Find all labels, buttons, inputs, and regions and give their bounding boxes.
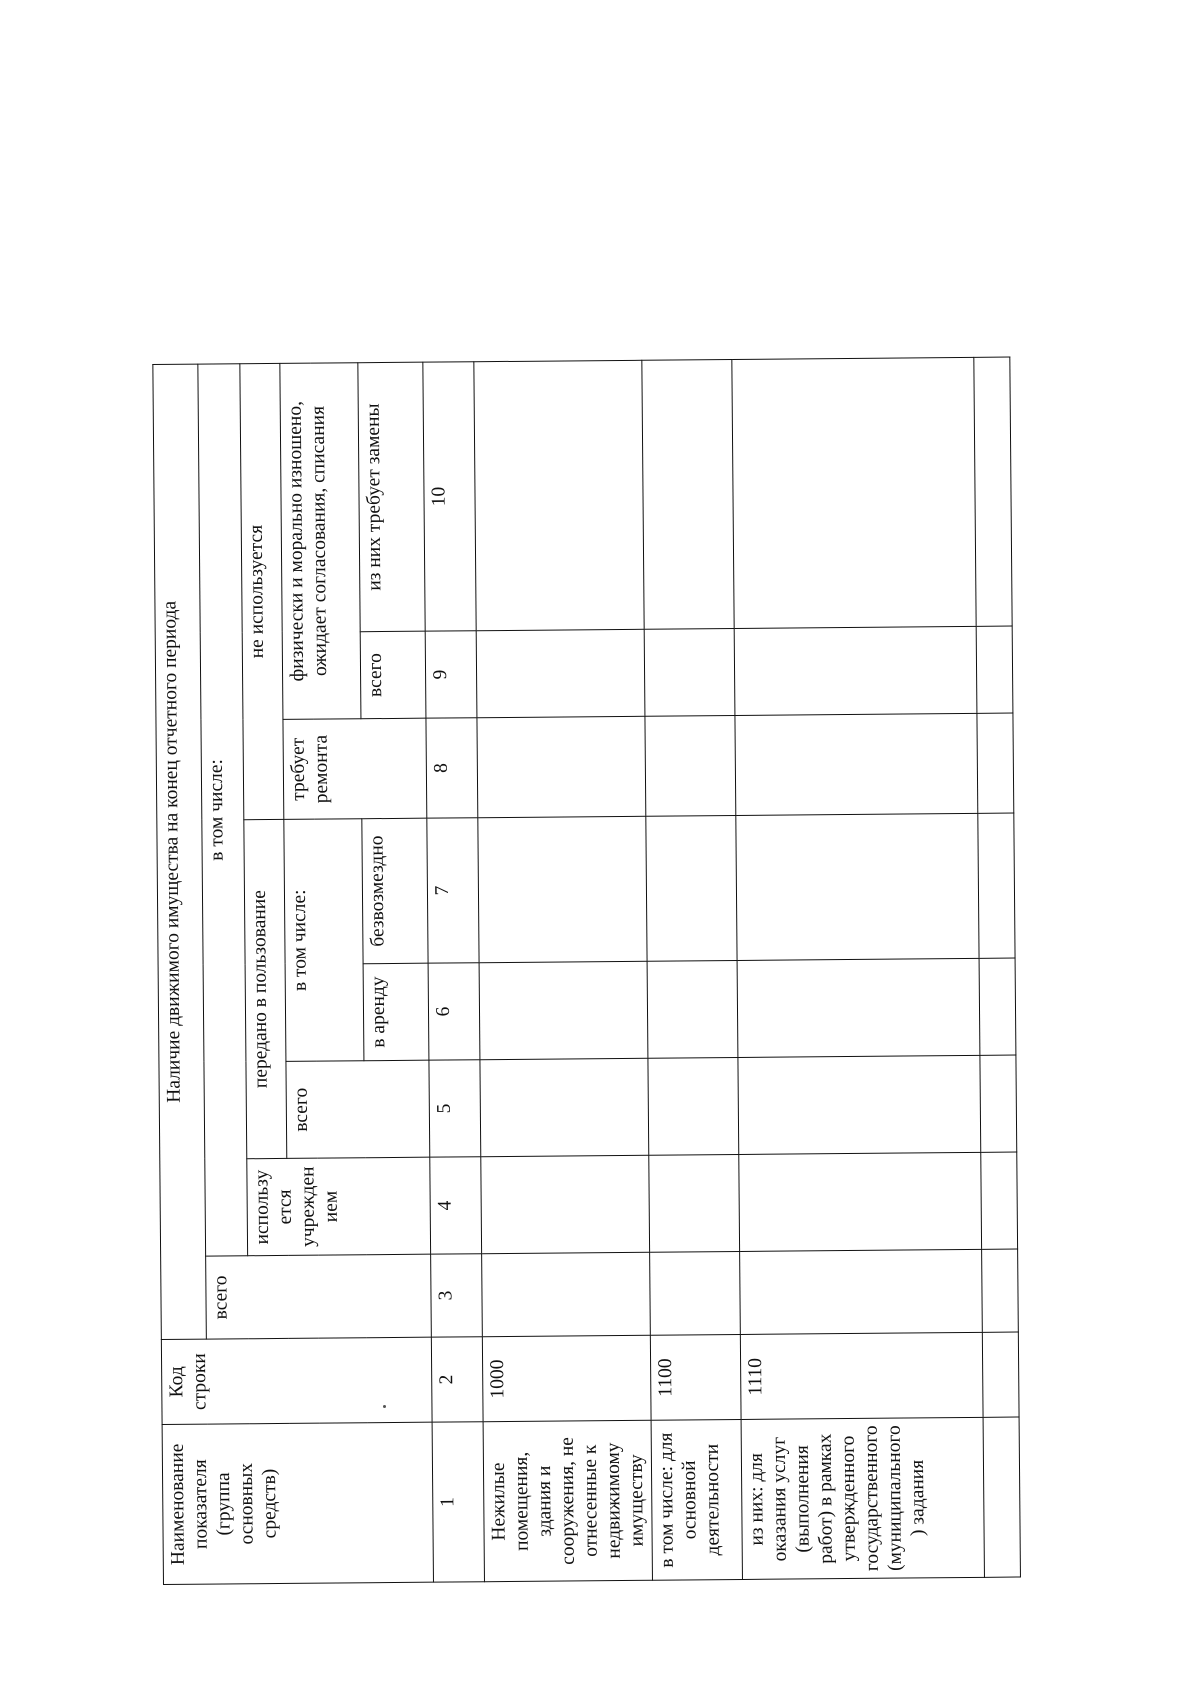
data-cell: [645, 715, 736, 816]
header-free: безвозмездно: [362, 818, 428, 964]
data-cell: [648, 1057, 739, 1155]
col-number: 5: [429, 1060, 481, 1157]
header-total: всего: [206, 1254, 432, 1339]
data-cell: [737, 958, 980, 1057]
data-cell: [981, 1152, 1018, 1249]
data-cell: [481, 1155, 650, 1253]
data-cell: [736, 813, 979, 960]
row-name: в том числе: для основной деятельности: [651, 1419, 742, 1580]
header-code-col: Код строки: [161, 1337, 432, 1424]
col-number: 9: [425, 631, 477, 718]
col-number: 6: [428, 963, 480, 1060]
row-name: Нежилые помещения, здания и сооружения, не отнесенные к недвижимому имуществу: [483, 1420, 652, 1581]
rotated-table-wrapper: [152, 357, 1083, 1585]
header-name-col: Наименование показателя (группа основных средств): [162, 1422, 433, 1584]
data-cell: [474, 360, 644, 631]
data-cell: [979, 958, 1016, 1055]
data-cell: [740, 1249, 983, 1334]
data-cell: [646, 815, 737, 961]
header-transferred: передано в пользование: [244, 819, 287, 1158]
row-name: из них: для оказания услуг (выполнения работ) в рамках утвержденного государственного (муниципального ) задания: [741, 1417, 984, 1579]
data-cell: [649, 1154, 740, 1252]
data-cell: [732, 357, 976, 628]
data-cell: [642, 359, 734, 629]
data-cell: [980, 1055, 1017, 1152]
header-worn-replace: из них требует замены: [358, 362, 425, 632]
data-cell: [482, 1252, 651, 1336]
row-code: 1100: [650, 1334, 741, 1420]
data-cell: [735, 713, 978, 815]
data-cell: [650, 1251, 741, 1335]
data-cell: [978, 813, 1015, 958]
header-transferred-total: всего: [286, 1060, 430, 1158]
data-cell: [734, 626, 977, 715]
col-number: 10: [423, 362, 476, 632]
data-cell: [976, 626, 1013, 713]
col-number: 4: [430, 1157, 482, 1254]
header-repair: требует ремонта: [283, 718, 427, 819]
property-table: [152, 356, 1021, 1585]
data-cell: [477, 716, 646, 817]
header-transferred-incl: в том числе:: [284, 819, 364, 1062]
data-cell: [479, 961, 648, 1059]
row-code: 1000: [482, 1335, 651, 1421]
data-cell: [480, 1058, 649, 1156]
data-cell: [738, 1055, 981, 1154]
row-name: [983, 1417, 1020, 1577]
header-incl: в том числе:: [198, 364, 248, 1256]
data-cell: [982, 1249, 1019, 1332]
header-not-used: не используется: [240, 363, 284, 819]
data-cell: [476, 629, 645, 717]
row-code: 1110: [740, 1332, 983, 1419]
header-rent: в аренду: [363, 963, 429, 1061]
data-cell: [977, 713, 1014, 813]
col-number: 3: [431, 1254, 483, 1337]
row-code: [982, 1332, 1019, 1417]
header-main: Наличие движимого имущества на конец отчетного периода: [153, 364, 207, 1339]
col-number: 1: [432, 1422, 484, 1582]
data-cell: [478, 816, 647, 962]
data-cell: [974, 357, 1012, 626]
header-used: использу ется учрежден ием: [247, 1157, 431, 1256]
col-number: 8: [426, 718, 478, 818]
data-cell: [647, 960, 738, 1058]
col-number: 2: [431, 1337, 483, 1422]
data-cell: [644, 628, 735, 716]
col-number: 7: [427, 818, 479, 963]
header-worn-total: всего: [360, 631, 426, 719]
header-worn: физически и морально изношено, ожидает согласования, списания: [280, 363, 361, 720]
data-cell: [739, 1152, 982, 1251]
